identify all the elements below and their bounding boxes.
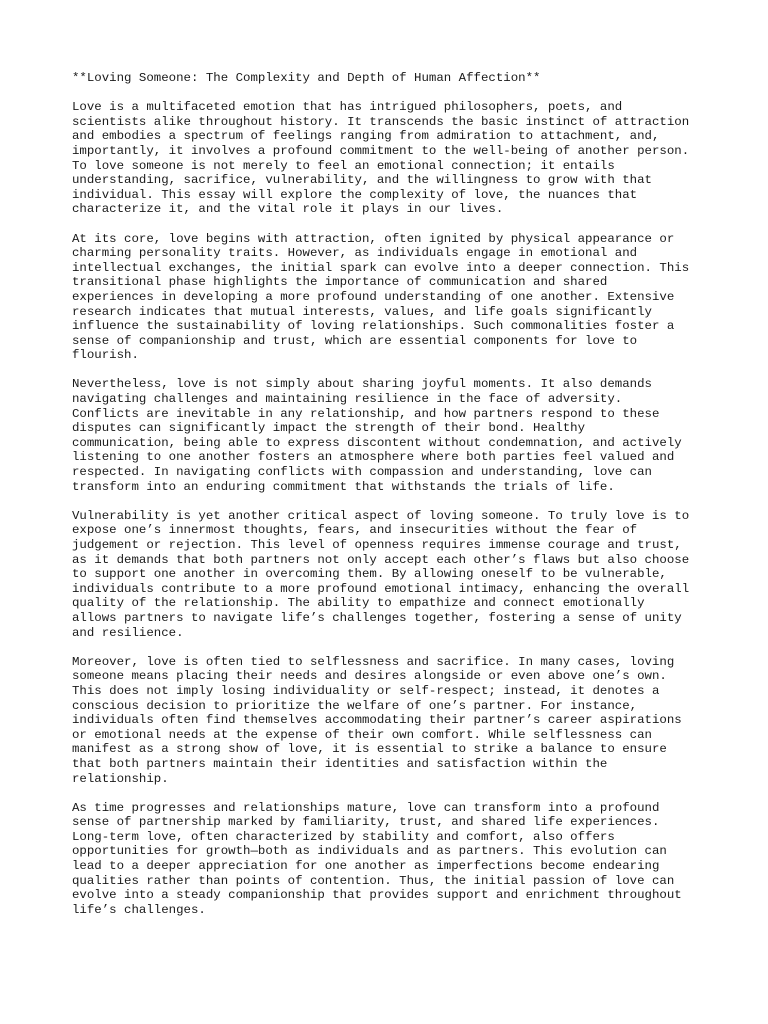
text-line: Love is a multifaceted emotion that has intrigued philosophers, poets, and [72, 100, 623, 115]
text-line: intellectual exchanges, the initial spark can evolve into a deeper connection. This [72, 260, 690, 275]
text-line: sense of partnership marked by familiarity, trust, and shared life experiences. [72, 815, 660, 830]
text-line: characterize it, and the vital role it plays in our lives. [72, 202, 504, 217]
text-line: communication, being able to express discontent without condemnation, and actively [72, 435, 682, 450]
paragraph [72, 100, 712, 217]
paragraph [72, 232, 712, 363]
text-line: importantly, it involves a profound commitment to the well-being of another person. [72, 143, 690, 158]
text-line: and resilience. [72, 625, 184, 640]
text-line: Vulnerability is yet another critical aspect of loving someone. To truly love is to [72, 508, 690, 523]
text-line: Nevertheless, love is not simply about sharing joyful moments. It also demands [72, 377, 652, 392]
text-line: lead to a deeper appreciation for one another as imperfections become endearing [72, 859, 660, 874]
paragraph [72, 655, 712, 786]
text-line: respected. In navigating conflicts with compassion and understanding, love can [72, 465, 652, 480]
text-line: Long-term love, often characterized by stability and comfort, also offers [72, 829, 615, 844]
text-line: allows partners to navigate life’s challenges together, fostering a sense of unity [72, 610, 682, 625]
text-line: charming personality traits. However, as individuals engage in emotional and [72, 246, 638, 261]
text-line: quality of the relationship. The ability to empathize and connect emotionally [72, 596, 645, 611]
paragraph [72, 377, 712, 494]
text-line: influence the sustainability of loving relationships. Such commonalities foster a [72, 319, 675, 334]
text-line: This does not imply losing individuality or self-respect; instead, it denotes a [72, 683, 660, 698]
text-line: scientists alike throughout history. It transcends the basic instinct of attraction [72, 114, 690, 129]
text-line: flourish. [72, 348, 139, 363]
text-line: experiences in developing a more profound understanding of one another. Extensive [72, 289, 675, 304]
text-line: Moreover, love is often tied to selflessness and sacrifice. In many cases, loving [72, 654, 675, 669]
text-line: conscious decision to prioritize the welfare of one’s partner. For instance, [72, 698, 638, 713]
text-line: individuals contribute to a more profound emotional intimacy, enhancing the overall [72, 581, 690, 596]
text-line: individuals often find themselves accommodating their partner’s career aspirations [72, 713, 682, 728]
text-line: research indicates that mutual interests, values, and life goals significantly [72, 304, 652, 319]
text-line: relationship. [72, 771, 169, 786]
text-line: expose one’s innermost thoughts, fears, and insecurities without the fear of [72, 523, 638, 538]
text-line: life’s challenges. [72, 902, 206, 917]
text-line: as it demands that both partners not only accept each other’s flaws but also choose [72, 552, 690, 567]
text-line: opportunities for growth—both as individuals and as partners. This evolution can [72, 844, 667, 859]
document-body [72, 71, 712, 932]
text-line: and embodies a spectrum of feelings ranging from admiration to attachment, and, [72, 129, 660, 144]
text-line: individual. This essay will explore the complexity of love, the nuances that [72, 187, 638, 202]
paragraph [72, 801, 712, 918]
text-line: navigating challenges and maintaining resilience in the face of adversity. [72, 392, 623, 407]
text-line: disputes can significantly impact the strength of their bond. Healthy [72, 421, 586, 436]
text-line: As time progresses and relationships mature, love can transform into a profound [72, 800, 660, 815]
text-line: judgement or rejection. This level of openness requires immense courage and trust, [72, 538, 682, 552]
text-line: transform into an enduring commitment that withstands the trials of life. [72, 479, 615, 494]
paragraph [72, 509, 712, 640]
text-line: Conflicts are inevitable in any relationship, and how partners respond to these [72, 406, 660, 421]
text-line: someone means placing their needs and desires alongside or even above one’s own. [72, 669, 667, 684]
text-line: transitional phase highlights the importance of communication and shared [72, 275, 608, 290]
text-line: qualities rather than points of contention. Thus, the initial passion of love can [72, 873, 675, 888]
text-line: To love someone is not merely to feel an emotional connection; it entails [72, 158, 615, 173]
text-line: At its core, love begins with attraction, often ignited by physical appearance or [72, 231, 675, 246]
text-line: to support one another in overcoming them. By allowing oneself to be vulnerable, [72, 567, 667, 582]
text-line: listening to one another fosters an atmosphere where both parties feel valued and [72, 450, 675, 465]
text-line: understanding, sacrifice, vulnerability, and the willingness to grow with that [72, 173, 652, 188]
text-line: sense of companionship and trust, which are essential components for love to [72, 333, 638, 348]
text-line: or emotional needs at the expense of their own comfort. While selflessness can [72, 727, 652, 742]
text-line: that both partners maintain their identities and satisfaction within the [72, 756, 608, 771]
text-line: evolve into a steady companionship that provides support and enrichment throughout [72, 888, 682, 903]
text-line: manifest as a strong show of love, it is essential to strike a balance to ensure [72, 742, 667, 757]
document-title: **Loving Someone: The Complexity and Depth of Human Affection** [72, 71, 541, 85]
